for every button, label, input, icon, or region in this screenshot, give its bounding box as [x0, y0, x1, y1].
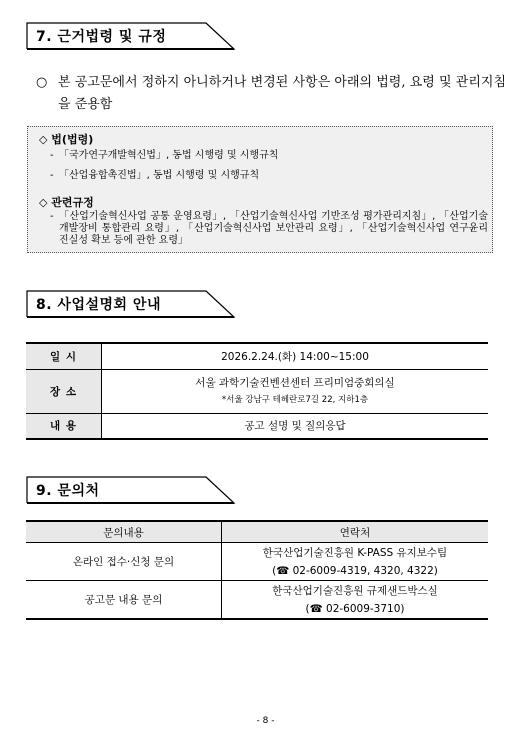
- row-value: 서울 과학기술컨벤션센터 프리미엄중회의실: [195, 377, 395, 389]
- section-9-title: 9. 문의처: [36, 483, 100, 499]
- contact-cell: [222, 581, 489, 620]
- law-item: - 「산업융합촉진법」, 동법 시행령 및 시행규칙: [50, 170, 488, 182]
- contact-org: 한국산업기술진흥원 K-PASS 유지보수팀: [262, 546, 448, 559]
- regulation-item-text: 「산업기술혁신사업 공통 운영요령」, 「산업기술혁신사업 기반조성 평가관리지침」, 「산업기술개발장비 통합관리 요령」, 「산업기술혁신사업 보안관리 요령」, 「산업기술혁신사업 연구윤리 진실성 확보 등에 관한 요령」: [59, 211, 488, 246]
- section-8-title: 8. 사업설명회 안내: [36, 297, 161, 313]
- section-8-header: [26, 290, 236, 318]
- row-label: 일 시: [26, 343, 102, 369]
- regulation-heading: ◇ 관련규정: [39, 196, 94, 209]
- contact-cell: [222, 543, 489, 581]
- table-row: [26, 581, 488, 620]
- section-9-header: [26, 476, 236, 504]
- table-row: [26, 543, 488, 581]
- row-note: *서울 강남구 테헤란로7길 22, 지하1층: [221, 395, 369, 405]
- regulation-box: [27, 126, 493, 253]
- contact-phone: (☎ 02-6009-3710): [305, 602, 405, 615]
- regulation-item: - 「산업기술혁신사업 공통 운영요령」, 「산업기술혁신사업 기반조성 평가관리지침」, 「산업기술개발장비 통합관리 요령」, 「산업기술혁신사업 보안관리 요령」, 「산업기술혁신사업 연구윤리 진실성 확보 등에 관한 요령」: [50, 211, 488, 246]
- column-header: 문의내용: [26, 521, 222, 543]
- table-header-row: [26, 521, 488, 543]
- law-item-text: 「산업융합촉진법」, 동법 시행령 및 시행규칙: [59, 170, 260, 181]
- contact-org: 한국산업기술진흥원 규제샌드박스실: [272, 584, 438, 597]
- row-value: 공고 설명 및 질의응답: [102, 413, 489, 439]
- contact-phone: (☎ 02-6009-4319, 4320, 4322): [272, 564, 438, 577]
- table-row: [26, 343, 488, 369]
- section-7-paragraph: [36, 72, 506, 116]
- paragraph-text: 본 공고문에서 정하지 아니하거나 변경된 사항은 아래의 법령, 요령 및 관리지침을 준용함: [58, 75, 506, 112]
- law-item: - 「국가연구개발혁신법」, 동법 시행령 및 시행규칙: [50, 150, 488, 162]
- row-value: 2026.2.24.(화) 14:00~15:00: [221, 350, 369, 363]
- row-label: 내 용: [26, 413, 102, 439]
- table-row: [26, 413, 488, 439]
- law-heading: ◇ 법(법령): [39, 133, 94, 146]
- column-header: 연락처: [222, 521, 489, 543]
- section-7-title: 7. 근거법령 및 규정: [36, 29, 167, 45]
- page-number: - 8 -: [256, 716, 275, 726]
- briefing-session-table: [26, 342, 488, 440]
- inquiry-topic: 공고문 내용 문의: [26, 581, 222, 620]
- row-value-cell: [102, 369, 489, 413]
- section-7-header: [26, 22, 236, 50]
- row-label: 장 소: [26, 369, 102, 413]
- law-item-text: 「국가연구개발혁신법」, 동법 시행령 및 시행규칙: [59, 150, 279, 161]
- circle-bullet: ○: [36, 75, 48, 90]
- inquiry-topic: 온라인 접수·신청 문의: [26, 543, 222, 581]
- table-row: [26, 369, 488, 413]
- contact-table: [26, 520, 488, 620]
